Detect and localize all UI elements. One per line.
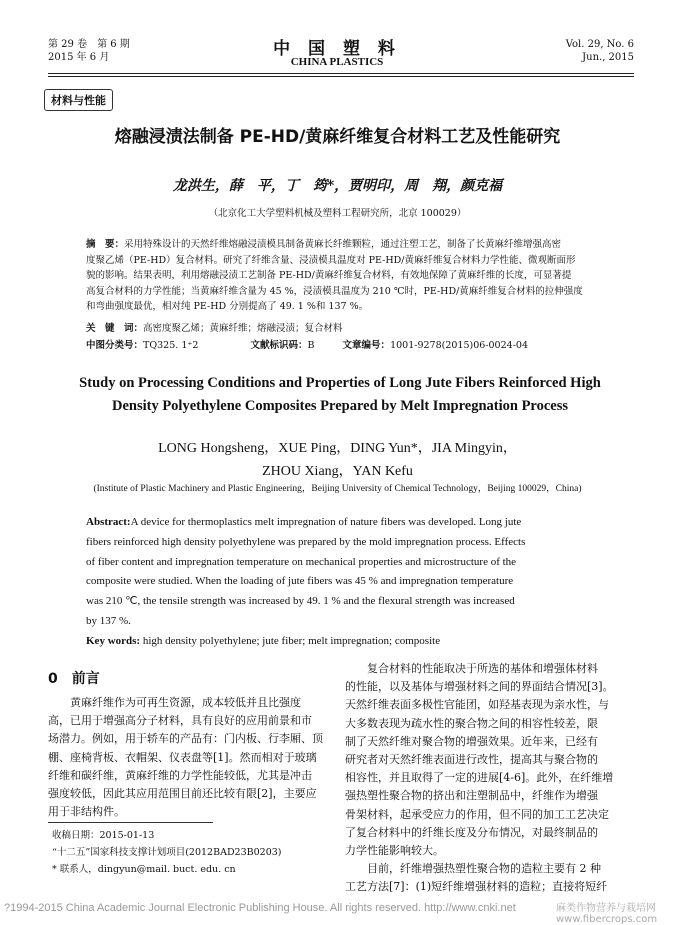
- keywords-en-text: high density polyethylene; jute fiber; melt impregnation; composite: [142, 634, 441, 647]
- abstract-en-label: Abstract:: [86, 516, 131, 528]
- abstract-en-line: of fiber content and impregnation temperature on mechanical properties and microstructure of the: [86, 555, 517, 568]
- article-number: 1001-9278(2015)06-0024-04: [390, 340, 528, 351]
- header-right: [480, 38, 634, 64]
- date-en: Jun., 2015: [582, 52, 634, 63]
- keywords-cn-label: 关 键 词：: [86, 323, 144, 334]
- body-line: 骨架材料，起承受应力的作用，但不同的加工工艺决定: [345, 807, 609, 821]
- affiliation-cn: （北京化工大学塑料机械及塑料工程研究所，北京 100029）: [208, 208, 467, 219]
- body-line: 纤维和碳纤维，黄麻纤维的力学性能较低，尤其是冲击: [48, 768, 312, 782]
- body-line: 强热塑性聚合物的挤出和注塑制品中，纤维作为增强: [345, 789, 598, 803]
- body-line: 目前，纤维增强热塑性聚合物的造粒主要有 2 种: [367, 862, 601, 876]
- body-line: 场潜力。例如，用于轿车的产品有：门内板、行李厢、顶: [48, 732, 323, 746]
- keywords-en-label: Key words:: [86, 634, 141, 647]
- keywords-en: [86, 632, 598, 652]
- journal-title-cn: 中 国 塑 料: [273, 39, 401, 59]
- body-line: 力学性能影响较大。: [345, 844, 444, 858]
- body-line: 工艺方法[7]：(1)短纤维增强材料的造粒；直接将短纤: [345, 880, 608, 894]
- journal-title-en: CHINA PLASTICS: [290, 56, 384, 68]
- volume-cn: 第 29 卷 第 6 期: [48, 39, 130, 50]
- body-line: 强度较低，因此其应用范围目前还比较有限[2]，主要应: [48, 787, 317, 801]
- body-line: 棚、座椅背板、衣帽架、仪表盘等[1]。然而相对于玻璃: [48, 750, 317, 764]
- body-line: 大多数表现为疏水性的聚合物之间的相容性较差，限: [345, 716, 598, 730]
- keywords-cn: [86, 320, 343, 334]
- copyright-footer: ?1994-2015 China Academic Journal Electronic Publishing House. All rights reserved. http://www.cnki.net: [4, 902, 516, 914]
- left-column-text: [48, 694, 332, 821]
- body-line: 的性能，以及基体与增强材料之间的界面结合情况[3]。: [345, 680, 614, 694]
- abstract-cn-line: 摘 要：采用特殊设计的天然纤维熔融浸渍模具制备黄麻长纤维颗粒，通过注塑工艺，制备了长黄麻纤维增强高密: [86, 239, 562, 250]
- body-line: 相容性，并且取得了一定的进展[4-6]。此外，在纤维增: [345, 771, 614, 785]
- watermark-url: 麻类作物营养与栽培网 www.fibercrops.com: [556, 903, 658, 925]
- classification-line: 中图分类号：TQ325. 1⁺2 文献标识码：B 文章编号：1001-9278(2015)06-0024-04: [86, 340, 528, 351]
- abstract-cn-line: 和弯曲强度最优，相对纯 PE-HD 分别提高了 49. 1 %和 137 %。: [86, 301, 369, 313]
- affiliation-en: (Institute of Plastic Machinery and Plastic Engineering，Beijing University of Chemical Technology，Beijing 100029，China): [93, 484, 582, 494]
- header-rule: [48, 73, 634, 74]
- abstract-cn-line: 度聚乙烯（PE-HD）复合材料。研究了纤维含量、浸渍模具温度对 PE-HD/黄麻纤维复合材料力学性能、微观断面形: [86, 254, 576, 266]
- abstract-cn-line: 貌的影响。结果表明，利用熔融浸渍工艺制备 PE-HD/黄麻纤维复合材料，有效地保障了黄麻纤维的长度，可显著提: [86, 270, 572, 282]
- footnote-received: 收稿日期：2015-01-13: [52, 830, 155, 841]
- section-number: 0: [48, 671, 58, 687]
- section-tag: 材料与性能: [44, 89, 113, 111]
- footnote-rule: [48, 822, 213, 823]
- footnote-contact: * 联系人，dingyun@mail. buct. edu. cn: [52, 864, 236, 875]
- footnotes: [52, 827, 282, 878]
- doc-code: B: [307, 340, 315, 351]
- footnote-funding: “十二五”国家科技支撑计划项目(2012BAD23B0203): [52, 847, 282, 858]
- title-cn: 熔融浸渍法制备 PE-HD/黄麻纤维复合材料工艺及性能研究: [114, 127, 561, 147]
- authors-cn: 龙洪生，薛 平，丁 筠*，贾明印，周 翔，颜克福: [172, 178, 503, 194]
- body-line: 天然纤维表面多极性官能团，如羟基表现为亲水性，与: [345, 698, 609, 712]
- body-line: 了复合材料中的纤维长度及分布情况，对最终制品的: [345, 825, 598, 839]
- header-rule-thin: [48, 76, 634, 77]
- volume-en: Vol. 29, No. 6: [565, 39, 634, 50]
- header-left: [48, 38, 130, 64]
- abstract-en-line: composite were studied. When the loading of jute fibers was 45 % and impregnation temperature: [86, 575, 514, 588]
- body-line: 用于非结构件。: [48, 805, 125, 819]
- keywords-cn-text: 高密度聚乙烯；黄麻纤维；熔融浸渍；复合材料: [143, 323, 343, 334]
- body-line: 研究者对天然纤维表面进行改性，提高其与聚合物的: [345, 753, 598, 767]
- abstract-cn-line: 高复合材料的力学性能；当黄麻纤维含量为 45 %，浸渍模具温度为 210 ℃时，PE-HD/黄麻纤维复合材料的拉伸强度: [86, 285, 583, 297]
- body-line: 高，已用于增强高分子材料，具有良好的应用前景和市: [48, 714, 312, 728]
- title-en: Study on Processing Conditions and Properties of Long Jute Fibers Reinforced High Density Polyethylene Composites Prepared by Melt Impregnation Process: [79, 375, 601, 414]
- abstract-cn-label: 摘 要：: [86, 239, 125, 250]
- section-title: 前言: [71, 671, 100, 687]
- body-line: 黄麻纤维作为可再生资源，成本较低并且比强度: [70, 696, 301, 709]
- abstract-en: [86, 513, 598, 652]
- authors-en: LONG Hongsheng，XUE Ping，DING Yun*，JIA Mingyin， ZHOU Xiang，YAN Kefu: [158, 441, 517, 479]
- section-heading: [48, 668, 100, 688]
- abstract-en-line: Abstract:A device for thermoplastics melt impregnation of nature fibers was developed. Long jute: [86, 516, 522, 528]
- abstract-cn: [86, 237, 596, 315]
- right-column-text: [345, 660, 635, 897]
- body-line: 复合材料的性能取决于所选的基体和增强体材料: [367, 662, 598, 675]
- body-line: 制了天然纤维对聚合物的增强效果。近年来，已经有: [345, 734, 598, 748]
- clc-number: TQ325. 1⁺2: [143, 340, 199, 351]
- date-cn: 2015 年 6 月: [48, 52, 110, 63]
- abstract-en-line: fibers reinforced high density polyethylene was prepared by the mold impregnation process. Effects: [86, 535, 526, 548]
- abstract-en-line: by 137 %.: [86, 614, 131, 627]
- abstract-en-line: was 210 ℃, the tensile strength was increased by 49. 1 % and the flexural strength was increased: [86, 595, 515, 608]
